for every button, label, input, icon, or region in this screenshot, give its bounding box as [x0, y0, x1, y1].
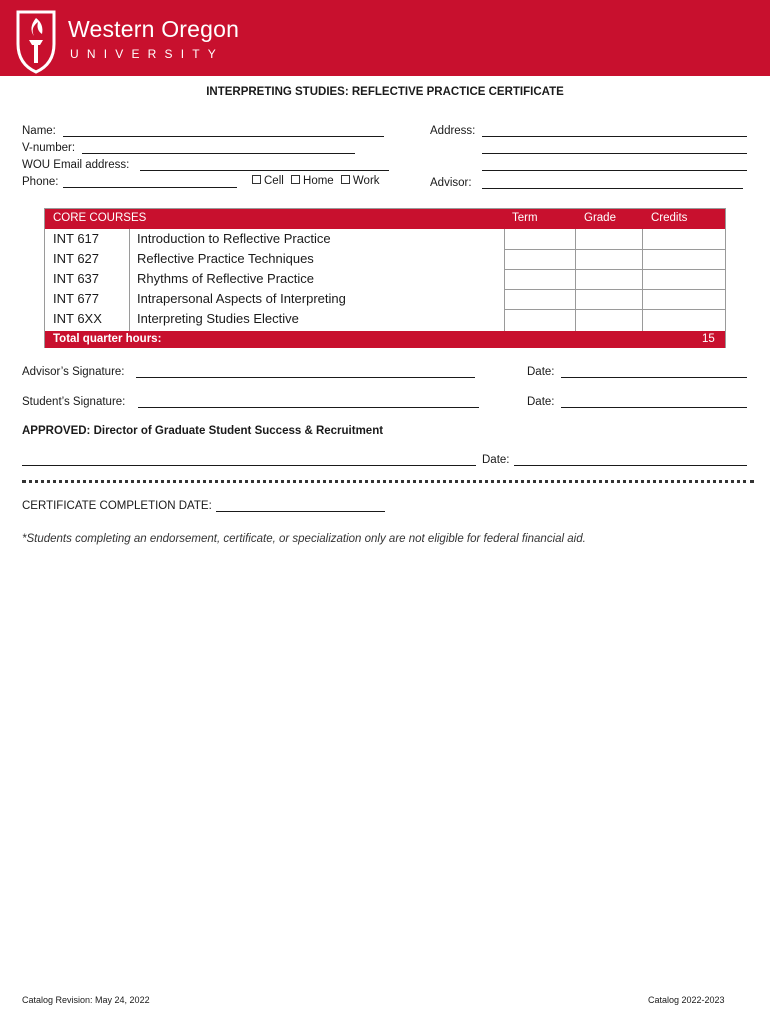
catalog-year: Catalog 2022-2023: [648, 995, 725, 1005]
completion-date-field[interactable]: [216, 511, 385, 512]
core-courses-heading: CORE COURSES: [53, 212, 147, 224]
advisor-signature-field[interactable]: [136, 377, 475, 378]
page-title: INTERPRETING STUDIES: REFLECTIVE PRACTICE CERTIFICATE: [206, 86, 564, 98]
course-row: [45, 249, 725, 269]
name-label: Name:: [22, 125, 56, 137]
address-field-line-2[interactable]: [482, 153, 747, 154]
address-label: Address:: [430, 125, 476, 137]
address-field-line-1[interactable]: [482, 136, 747, 137]
course-table: [44, 208, 726, 348]
financial-aid-note: *Students completing an endorsement, certificate, or specialization only are not eligible for federal financial aid.: [22, 533, 586, 545]
checkbox-icon: [341, 175, 350, 184]
row-divider: [504, 269, 725, 270]
checkbox-icon: [291, 175, 300, 184]
term-heading: Term: [512, 212, 538, 224]
student-signature-label: Student’s Signature:: [22, 396, 126, 408]
address-field-line-3[interactable]: [482, 170, 747, 171]
advisor-signature-label: Advisor’s Signature:: [22, 366, 125, 378]
course-title: Interpreting Studies Elective: [137, 311, 299, 326]
course-code: INT 637: [53, 271, 100, 286]
dotted-divider: [22, 480, 754, 483]
phone-field[interactable]: [63, 187, 237, 188]
phone-type-options: [252, 175, 384, 187]
course-title: Rhythms of Reflective Practice: [137, 271, 315, 286]
vnumber-field[interactable]: [82, 153, 355, 154]
student-date-label: Date:: [527, 396, 555, 408]
course-code: INT 627: [53, 251, 100, 266]
torch-logo-icon: [12, 4, 60, 74]
director-signature-field[interactable]: [22, 465, 476, 466]
credits-heading: Credits: [651, 212, 688, 224]
course-code: INT 617: [53, 231, 100, 246]
course-table-header: [45, 209, 725, 229]
row-divider: [504, 309, 725, 310]
course-row: [45, 289, 725, 309]
student-signature-field[interactable]: [138, 407, 479, 408]
course-row: [45, 309, 725, 329]
phone-option-home[interactable]: Home: [291, 175, 334, 187]
vnumber-label: V-number:: [22, 142, 76, 154]
total-label: Total quarter hours:: [53, 333, 162, 345]
course-code: INT 6XX: [53, 311, 102, 326]
director-date-label: Date:: [482, 454, 510, 466]
catalog-revision: Catalog Revision: May 24, 2022: [22, 995, 150, 1005]
course-row: [45, 229, 725, 249]
column-divider: [504, 229, 505, 331]
email-label: WOU Email address:: [22, 159, 130, 171]
advisor-date-label: Date:: [527, 366, 555, 378]
course-title: Introduction to Reflective Practice: [137, 231, 331, 246]
name-field[interactable]: [63, 136, 384, 137]
checkbox-icon: [252, 175, 261, 184]
course-title: Reflective Practice Techniques: [137, 251, 314, 266]
row-divider: [504, 249, 725, 250]
course-row: [45, 269, 725, 289]
header-banner: [0, 0, 770, 76]
advisor-label: Advisor:: [430, 177, 472, 189]
column-divider: [575, 229, 576, 331]
advisor-date-field[interactable]: [561, 377, 747, 378]
approved-heading: APPROVED: Director of Graduate Student Success & Recruitment: [22, 425, 384, 437]
phone-option-cell[interactable]: Cell: [252, 175, 284, 187]
column-divider: [642, 229, 643, 331]
course-title: Intrapersonal Aspects of Interpreting: [137, 291, 346, 306]
advisor-field[interactable]: [482, 188, 743, 189]
course-table-footer: [45, 331, 725, 348]
phone-option-work[interactable]: Work: [341, 175, 380, 187]
university-subtitle: UNIVERSITY: [70, 47, 225, 61]
course-code: INT 677: [53, 291, 100, 306]
director-date-field[interactable]: [514, 465, 747, 466]
completion-date-label: CERTIFICATE COMPLETION DATE:: [22, 500, 212, 512]
email-field[interactable]: [140, 170, 389, 171]
student-date-field[interactable]: [561, 407, 747, 408]
university-name: Western Oregon: [68, 16, 240, 42]
column-divider: [129, 229, 130, 331]
total-value: 15: [702, 333, 715, 345]
grade-heading: Grade: [584, 212, 616, 224]
row-divider: [504, 289, 725, 290]
phone-label: Phone:: [22, 176, 59, 188]
